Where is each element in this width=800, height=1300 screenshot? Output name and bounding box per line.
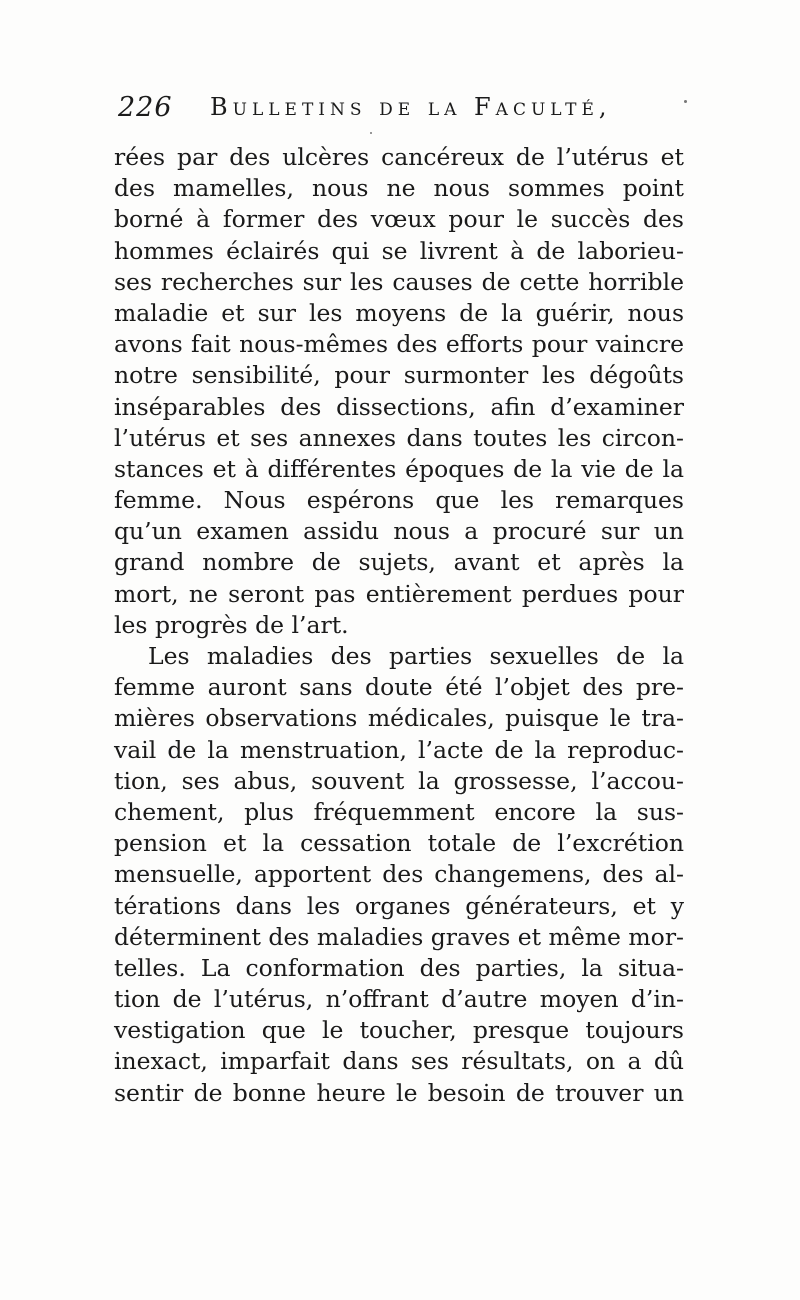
text-line: rées par des ulcères cancéreux de l’utérus et [114,143,684,171]
paragraph-start-line: Les maladies des parties sexuelles de la [148,642,684,670]
text-line: inséparables des dissections, afin d’examiner [114,392,684,421]
text-line: femme. Nous espérons que les remarques [114,486,684,515]
text-line: ses recherches sur les causes de cette horrible [114,267,684,296]
text-line: tion de l’utérus, n’offrant d’autre moyen d’in- [114,985,684,1014]
text-line: des mamelles, nous ne nous sommes point [114,174,684,203]
paragraph-end-line: les progrès de l’art. [114,610,349,639]
running-title: Bulletins de la Faculté, [210,93,612,121]
text-line: mières observations médicales, puisque le tra- [114,704,684,733]
page-number: 226 [118,92,173,123]
text-line: sentir de bonne heure le besoin de trouver un [114,1078,684,1107]
text-line: telles. La conformation des parties, la situa- [114,953,684,982]
text-line: notre sensibilité, pour surmonter les dégoûts [114,361,684,390]
running-head [118,92,678,136]
text-line: hommes éclairés qui se livrent à de laborieu- [114,236,684,265]
text-line: pension et la cessation totale de l’excrétion [114,829,684,858]
text-line: avons fait nous-mêmes des efforts pour vaincre [114,330,684,359]
text-line: tion, ses abus, souvent la grossesse, l’accou- [114,766,684,795]
paper-speck [370,132,372,134]
text-line: déterminent des maladies graves et même mor- [114,922,685,951]
text-line: grand nombre de sujets, avant et après la [114,548,684,577]
text-line: stances et à différentes époques de la vie de la [114,454,684,483]
text-line: chement, plus fréquemment encore la sus- [114,797,684,826]
text-line: borné à former des vœux pour le succès des [114,205,684,234]
text-line: maladie et sur les moyens de la guérir, nous [114,298,684,327]
text-line: inexact, imparfait dans ses résultats, on a dû [114,1047,684,1076]
text-line: femme auront sans doute été l’objet des pre- [114,673,684,702]
text-line: mort, ne seront pas entièrement perdues pour [114,579,684,608]
text-line: l’utérus et ses annexes dans toutes les circon- [114,423,684,452]
text-line: mensuelle, apportent des changemens, des al- [114,860,684,889]
text-line: qu’un examen assidu nous a procuré sur un [114,517,684,546]
paper-speck [684,100,687,103]
text-line: vail de la menstruation, l’acte de la reproduc- [114,735,684,764]
body-text [114,142,684,1109]
text-line: térations dans les organes générateurs, et y [114,891,684,920]
text-line: vestigation que le toucher, presque toujours [114,1016,684,1045]
